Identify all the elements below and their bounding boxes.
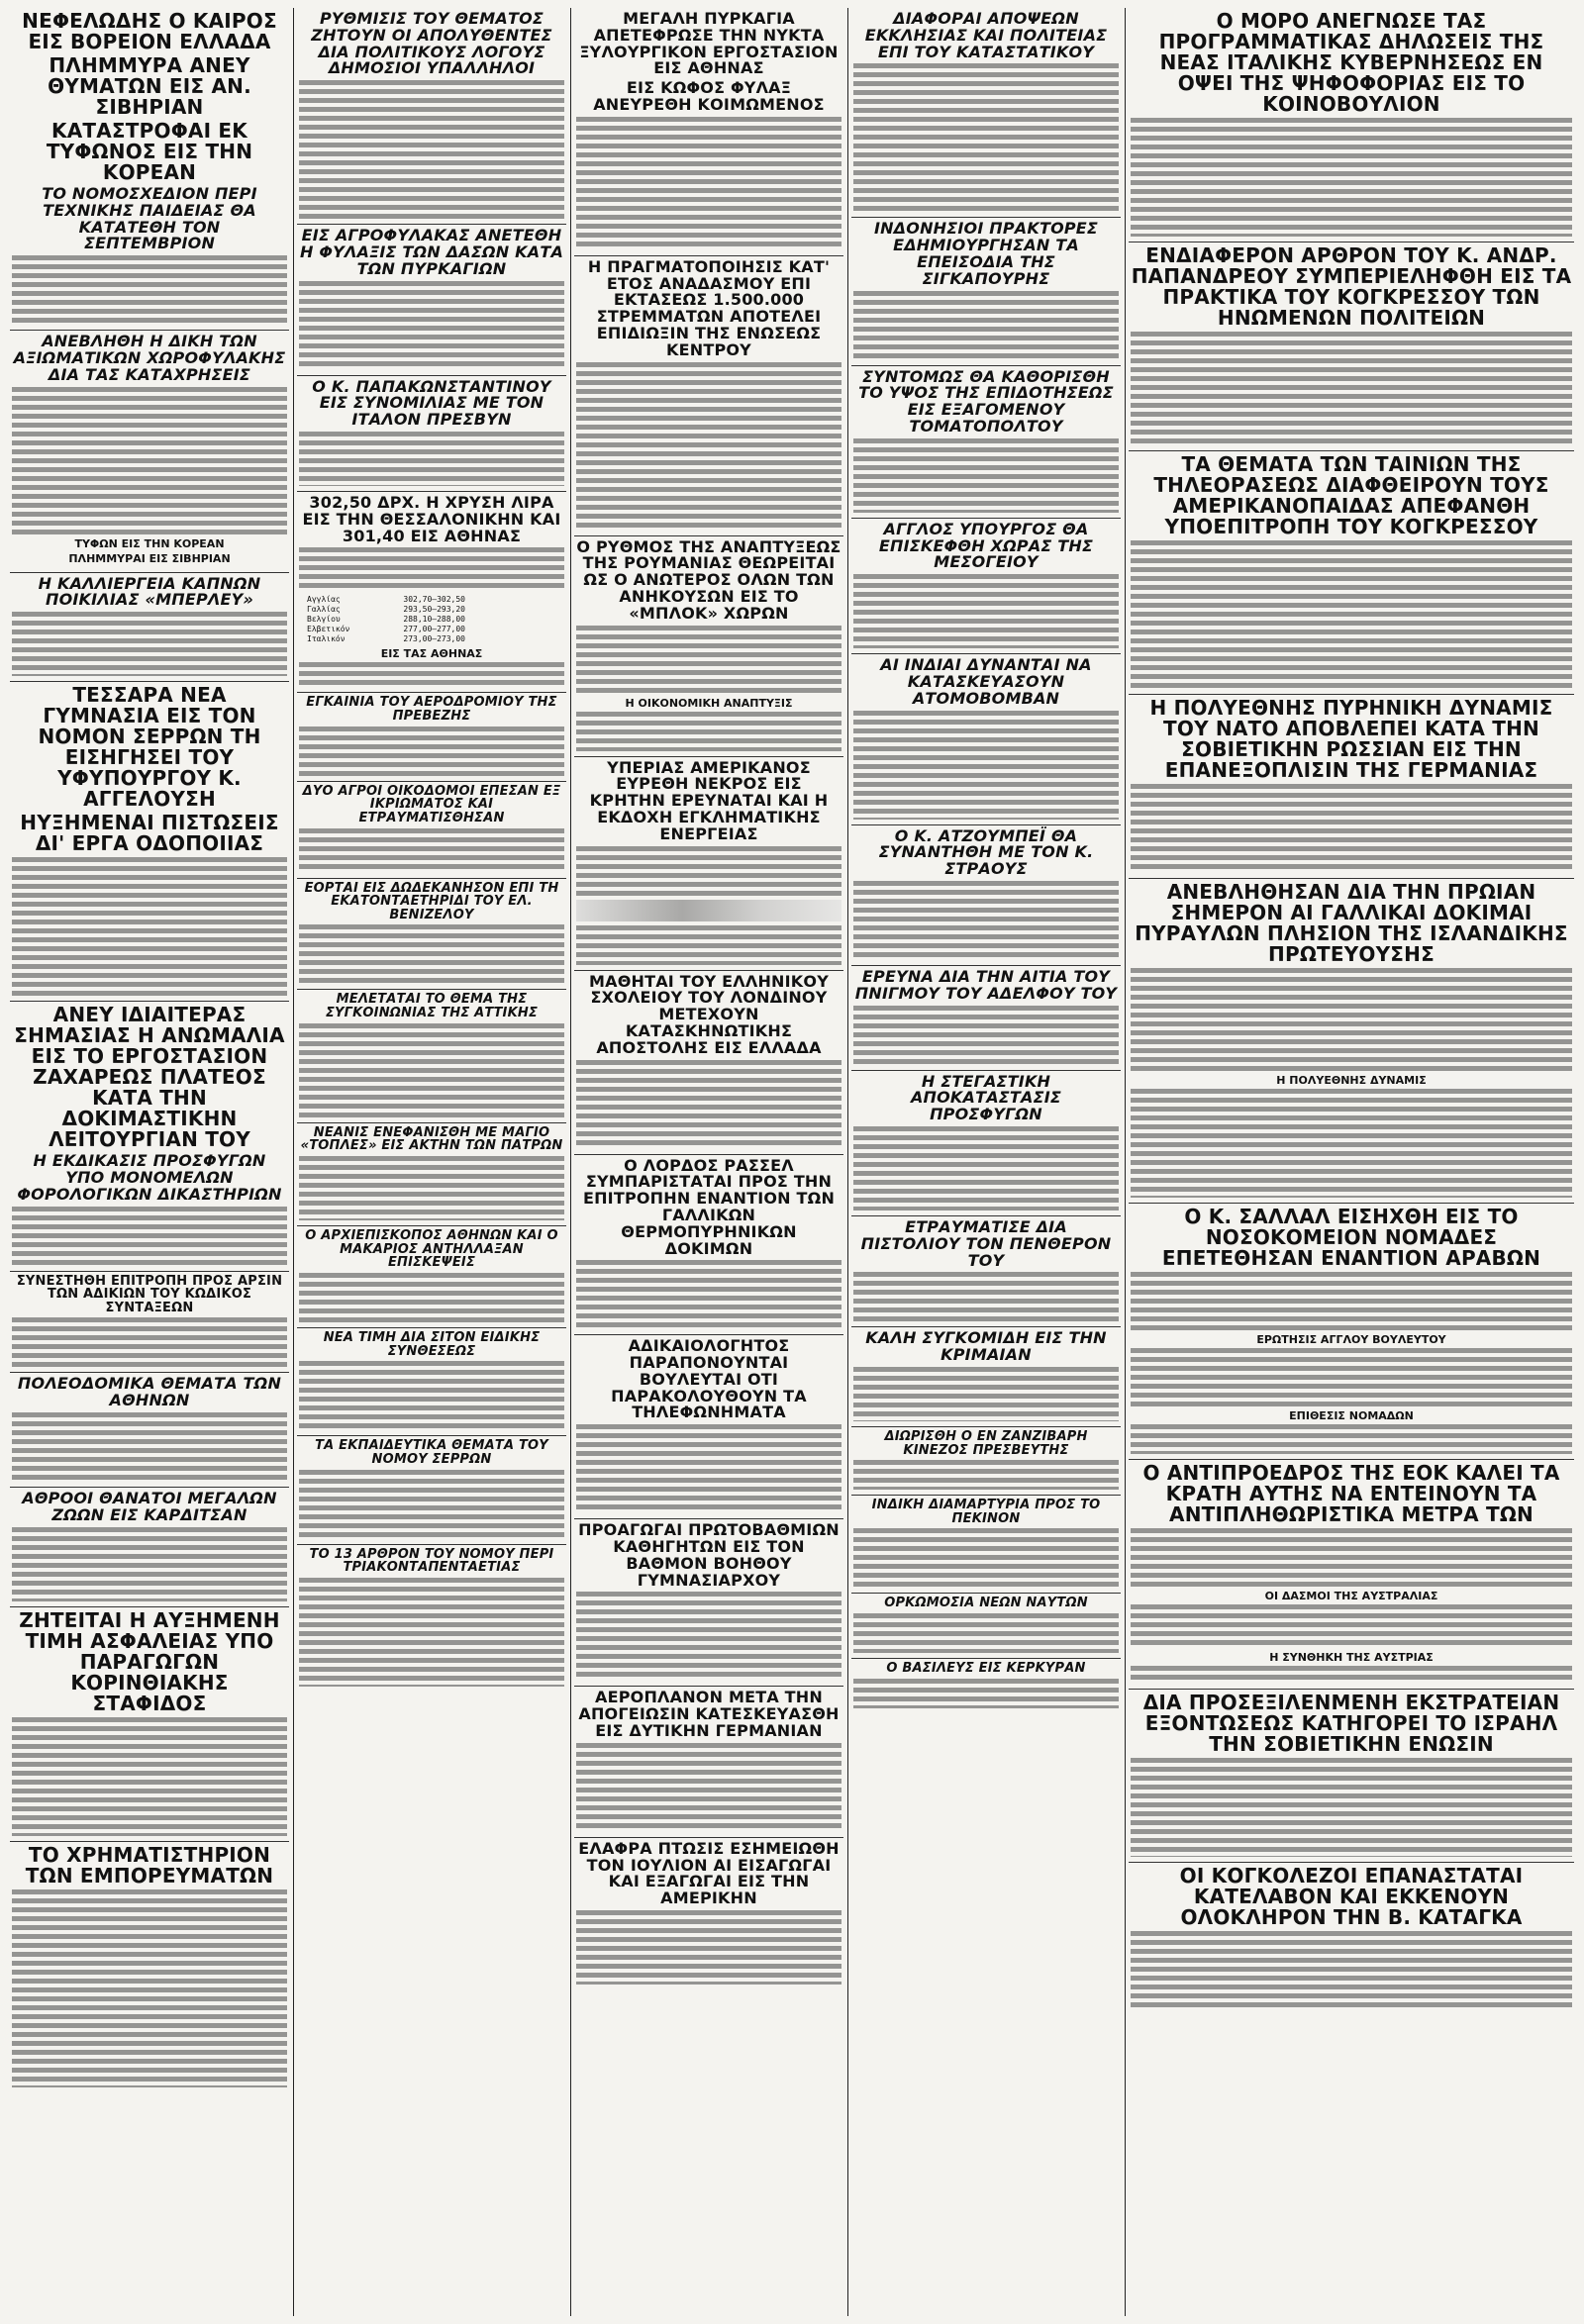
article-sygkomidi: [851, 1327, 1121, 1427]
subheading: ΤΥΦΩΝ ΕΙΣ ΤΗΝ ΚΟΡΕΑΝ: [74, 536, 225, 550]
body-text: [1131, 1758, 1572, 1857]
article-sitos: [297, 1328, 566, 1436]
headline: ΖΗΤΕΙΤΑΙ Η ΑΥΞΗΜΕΝΗ ΤΙΜΗ ΑΣΦΑΛΕΙΑΣ ΥΠΟ ΠΑΡΑΓΩΓΩΝ ΚΟΡΙΝΘΙΑΚΗΣ ΣΤΑΦΙΔΟΣ: [19, 1607, 280, 1715]
article-agrofylakes: [297, 225, 566, 375]
headline: ΕΙΣ ΚΩΦΟΣ ΦΥΛΑΞ ΑΝΕΥΡΕΘΗ ΚΟΙΜΩΜΕΝΟΣ: [593, 78, 825, 114]
article-zanzivar: [851, 1427, 1121, 1496]
headline: ΙΝΔΙΚΗ ΔΙΑΜΑΡΤΥΡΙΑ ΠΡΟΣ ΤΟ ΠΕΚΙΝΟΝ: [871, 1498, 1101, 1526]
article-pyrauloi: [1129, 879, 1574, 1204]
article-eok: [1129, 1460, 1574, 1690]
body-text: [1131, 1528, 1572, 1588]
article-diamartyria: [851, 1496, 1121, 1594]
subheading: Η ΟΙΚΟΝΟΜΙΚΗ ΑΝΑΠΤΥΞΙΣ: [625, 696, 793, 710]
headline: Ο Κ. ΣΑΛΛΑΛ ΕΙΣΗΧΘΗ ΕΙΣ ΤΟ ΝΟΣΟΚΟΜΕΙΟΝ ΝΟΜΑΔΕΣ ΕΠΕΤΕΘΗΣΑΝ ΕΝΑΝΤΙΟΝ ΑΡΑΒΩΝ: [1161, 1205, 1541, 1270]
body-text: [853, 63, 1119, 212]
column-4: [851, 8, 1121, 2316]
body-text: [853, 881, 1119, 960]
article-anomalia: [10, 1002, 289, 1271]
body-text: [853, 1528, 1119, 1588]
article-israil: [1129, 1690, 1574, 1863]
headline: ΤΟ ΧΡΗΜΑΤΙΣΤΗΡΙΟΝ ΤΩΝ ΕΜΠΟΡΕΥΜΑΤΩΝ: [25, 1842, 274, 1888]
headline: ΤΑ ΕΚΠΑΙΔΕΥΤΙΚΑ ΘΕΜΑΤΑ ΤΟΥ ΝΟΜΟΥ ΣΕΡΡΩΝ: [315, 1438, 548, 1467]
body-text: [576, 1592, 842, 1681]
subheading: ΟΙ ΔΑΣΜΟΙ ΤΗΣ ΑΥΣΤΡΑΛΙΑΣ: [1264, 1590, 1438, 1602]
body-text: [12, 1207, 287, 1266]
body-text: [12, 255, 287, 325]
column-2: [297, 8, 566, 2316]
headline: ΑΘΡΟΟΙ ΘΑΝΑΤΟΙ ΜΕΓΑΛΩΝ ΖΩΩΝ ΕΙΣ ΚΑΡΔΙΤΣΑΝ: [22, 1489, 277, 1524]
body-text: [1131, 118, 1572, 237]
article-dikh: [10, 331, 289, 572]
headline: Ο Κ. ΑΤΖΟΥΜΠΕΪ ΘΑ ΣΥΝΑΝΤΗΘΗ ΜΕ ΤΟΝ Κ. ΣΤΡΑΟΥΣ: [878, 825, 1094, 879]
body-text: [12, 1412, 287, 1482]
body-text: [299, 726, 564, 776]
body-text: [853, 1367, 1119, 1421]
body-text: [576, 117, 842, 250]
body-text: [576, 1060, 842, 1149]
article-dodekanisos: [297, 879, 566, 991]
headline: ΑΙ ΙΝΔΙΑΙ ΔΥΝΑΝΤΑΙ ΝΑ ΚΑΤΑΣΚΕΥΑΣΟΥΝ ΑΤΟΜΟΒΟΜΒΑΝ: [880, 655, 1092, 708]
headline: Η ΠΡΑΓΜΑΤΟΠΟΙΗΣΙΣ ΚΑΤ' ΕΤΟΣ ΑΝΑΔΑΣΜΟΥ ΕΠΙ ΕΚΤΑΣΕΩΣ 1.500.000 ΣΤΡΕΜΜΑΤΩΝ ΑΠΟΤΕΛΕΙ ΕΠΙΔΙΩΞΙΝ ΤΗΣ ΕΝΩΣΕΩΣ ΚΕΝΤΡΟΥ: [587, 256, 831, 359]
body-text: [299, 432, 564, 486]
body-text: [853, 1006, 1119, 1065]
article-anadasmos: [574, 256, 843, 536]
article-kriti: [574, 757, 843, 971]
price-row: Βελγίου 288,10—288,00: [307, 615, 465, 625]
body-text: [299, 80, 564, 219]
headline: ΔΙΩΡΙΣΘΗ Ο ΕΝ ΖΑΝΖΙΒΑΡΗ ΚΙΝΕΖΟΣ ΠΡΕΣΒΕΥΤΗΣ: [884, 1428, 1088, 1458]
price-row: Ιταλικόν 273,00—273,00: [307, 634, 465, 644]
headline: ΔΙΑΦΟΡΑΙ ΑΠΟΨΕΩΝ ΕΚΚΛΗΣΙΑΣ ΚΑΙ ΠΟΛΙΤΕΙΑΣ ΕΠΙ ΤΟΥ ΚΑΤΑΣΤΑΤΙΚΟΥ: [864, 9, 1108, 61]
body-text: [299, 1023, 564, 1117]
body-text: [576, 925, 842, 965]
newspaper-page: [10, 8, 1574, 2316]
headline: ΝΕΦΕΛΩΔΗΣ Ο ΚΑΙΡΟΣ ΕΙΣ ΒΟΡΕΙΟΝ ΕΛΛΑΔΑ: [22, 9, 277, 53]
headline: ΕΙΣ ΑΓΡΟΦΥΛΑΚΑΣ ΑΝΕΤΕΘΗ Η ΦΥΛΑΞΙΣ ΤΩΝ ΔΑΣΩΝ ΚΑΤΑ ΤΩΝ ΠΥΡΚΑΓΙΩΝ: [299, 226, 564, 278]
headline: ΚΑΤΑΣΤΡΟΦΑΙ ΕΚ ΤΥΦΩΝΟΣ ΕΙΣ ΤΗΝ ΚΟΡΕΑΝ: [46, 119, 253, 184]
column-1: [10, 8, 289, 2316]
article-epitropi: [10, 1272, 289, 1374]
article-tomatopolton: [851, 366, 1121, 519]
body-text: [853, 438, 1119, 513]
article-ptosi: [574, 1838, 843, 1989]
headline: ΔΙΑ ΠΡΟΣΕΞΙΛΕΝΜΕΝΗ ΕΚΣΤΡΑΤΕΙΑΝ ΕΞΟΝΤΩΣΕΩΣ ΚΑΤΗΓΟΡΕΙ ΤΟ ΙΣΡΑΗΛ ΤΗΝ ΣΟΒΙΕΤΙΚΗΝ ΕΝΩΣΙΝ: [1142, 1691, 1560, 1756]
body-text: [576, 1910, 842, 1985]
article-moro: [1129, 8, 1574, 242]
article-vouleftes: [574, 1335, 843, 1519]
article-straous: [851, 825, 1121, 966]
article-tainiai: [1129, 451, 1574, 695]
article-weather: [10, 8, 289, 331]
headline: ΕΓΚΑΙΝΙΑ ΤΟΥ ΑΕΡΟΔΡΟΜΙΟΥ ΤΗΣ ΠΡΕΒΕΖΗΣ: [306, 695, 557, 724]
column-3: [574, 8, 843, 2316]
body-text: [12, 1717, 287, 1836]
article-pyrkagia: [574, 8, 843, 256]
article-mathitai: [574, 971, 843, 1155]
article-synkoinonia: [297, 990, 566, 1122]
article-trayma: [851, 1216, 1121, 1327]
headline: ΠΡΟΑΓΩΓΑΙ ΠΡΩΤΟΒΑΘΜΙΩΝ ΚΑΘΗΓΗΤΩΝ ΕΙΣ ΤΟΝ ΒΑΘΜΟΝ ΒΟΗΘΟΥ ΓΥΜΝΑΣΙΑΡΧΟΥ: [578, 1520, 840, 1590]
article-indiai: [851, 654, 1121, 824]
headline: ΡΥΘΜΙΣΙΣ ΤΟΥ ΘΕΜΑΤΟΣ ΖΗΤΟΥΝ ΟΙ ΑΠΟΛΥΘΕΝΤΕΣ ΔΙΑ ΠΟΛΙΤΙΚΟΥΣ ΛΟΓΟΥΣ ΔΗΜΟΣΙΟΙ ΥΠΑΛΛΗΛΟΙ: [311, 9, 552, 78]
headline: ΕΝΔΙΑΦΕΡΟΝ ΑΡΘΡΟΝ ΤΟΥ Κ. ΑΝΔΡ. ΠΑΠΑΝΔΡΕΟΥ ΣΥΜΠΕΡΙΕΛΗΦΘΗ ΕΙΣ ΤΑ ΠΡΑΚΤΙΚΑ ΤΟΥ ΚΟΓΚΡΕΣΣΟΥ ΤΩΝ ΗΝΩΜΕΝΩΝ ΠΟΛΙΤΕΙΩΝ: [1131, 243, 1572, 330]
headline: ΝΕΑ ΤΙΜΗ ΔΙΑ ΣΙΤΟΝ ΕΙΔΙΚΗΣ ΣΥΝΘΕΣΕΩΣ: [323, 1329, 541, 1359]
body-text: [576, 362, 842, 531]
headline: ΚΑΛΗ ΣΥΓΚΟΜΙΔΗ ΕΙΣ ΤΗΝ ΚΡΙΜΑΙΑΝ: [865, 1328, 1107, 1365]
headline: Ο ΑΡΧΙΕΠΙΣΚΟΠΟΣ ΑΘΗΝΩΝ ΚΑΙ Ο ΜΑΚΑΡΙΟΣ ΑΝΤΗΛΛΑΞΑΝ ΕΠΙΣΚΕΨΕΙΣ: [305, 1228, 558, 1271]
body-text: [853, 1679, 1119, 1708]
headline: ΑΝΕΒΛΗΘΗ Η ΔΙΚΗ ΤΩΝ ΑΞΙΩΜΑΤΙΚΩΝ ΧΩΡΟΦΥΛΑΚΗΣ ΔΙΑ ΤΑΣ ΚΑΤΑΧΡΗΣΕΙΣ: [13, 332, 286, 384]
headline: ΑΝΕΒΛΗΘΗΣΑΝ ΔΙΑ ΤΗΝ ΠΡΩΙΑΝ ΣΗΜΕΡΟΝ ΑΙ ΓΑΛΛΙΚΑΙ ΔΟΚΙΜΑΙ ΠΥΡΑΥΛΩΝ ΠΛΗΣΙΟΝ ΤΗΣ ΙΣΛΑΝΔΙΚΗΣ ΠΡΩΤΕΥΟΥΣΗΣ: [1135, 880, 1568, 966]
body-text: [299, 828, 564, 873]
body-text: [853, 1126, 1119, 1210]
article-aerodromio: [297, 693, 566, 781]
article-ekpaideft: [297, 1436, 566, 1544]
headline: Ο ΜΟΡΟ ΑΝΕΓΝΩΣΕ ΤΑΣ ΠΡΟΓΡΑΜΜΑΤΙΚΑΣ ΔΗΛΩΣΕΙΣ ΤΗΣ ΝΕΑΣ ΙΤΑΛΙΚΗΣ ΚΥΒΕΡΝΗΣΕΩΣ ΕΝ ΟΨΕΙ ΤΗΣ ΨΗΦΟΦΟΡΙΑΣ ΕΙΣ ΤΟ ΚΟΙΝΟΒΟΥΛΙΟΝ: [1158, 9, 1544, 116]
body-text: [299, 924, 564, 984]
column-5: [1129, 8, 1574, 2316]
body-text: [1131, 1272, 1572, 1331]
headline: ΤΑ ΘΕΜΑΤΑ ΤΩΝ ΤΑΙΝΙΩΝ ΤΗΣ ΤΗΛΕΟΡΑΣΕΩΣ ΔΙΑΦΘΕΙΡΟΥΝ ΤΟΥΣ ΑΜΕΡΙΚΑΝΟΠΑΙΔΑΣ ΑΠΕΦΑΝΘΗ ΥΠΟΕΠΙΤΡΟΠΗ ΤΟΥ ΚΟΓΚΡΕΣΣΟΥ: [1153, 452, 1549, 538]
article-papakonst: [297, 376, 566, 492]
subheading: ΕΡΩΤΗΣΙΣ ΑΓΓΛΟΥ ΒΟΥΛΕΥΤΟΥ: [1256, 1333, 1446, 1346]
article-pnigmos: [851, 966, 1121, 1071]
headline: Ο Κ. ΠΑΠΑΚΩΝΣΤΑΝΤΙΝΟΥ ΕΙΣ ΣΥΝΟΜΙΛΙΑΣ ΜΕ ΤΟΝ ΙΤΑΛΟΝ ΠΡΕΣΒΥΝ: [312, 376, 551, 430]
headline: ΑΕΡΟΠΛΑΝΟΝ ΜΕΤΑ ΤΗΝ ΑΠΟΓΕΙΩΣΙΝ ΚΑΤΕΣΚΕΥΑΣΘΗ ΕΙΣ ΔΥΤΙΚΗΝ ΓΕΡΜΑΝΙΑΝ: [578, 1688, 840, 1741]
column-rule: [1125, 8, 1126, 2316]
headline: ΕΟΡΤΑΙ ΕΙΣ ΔΩΔΕΚΑΝΗΣΟΝ ΕΠΙ ΤΗ ΕΚΑΤΟΝΤΑΕΤΗΡΙΔΙ ΤΟΥ ΕΛ. ΒΕΝΙΖΕΛΟΥ: [304, 880, 559, 922]
subheading: Η ΣΥΝΘΗΚΗ ΤΗΣ ΑΥΣΤΡΙΑΣ: [1269, 1651, 1434, 1664]
body-text: [299, 547, 564, 592]
body-text: [576, 626, 842, 695]
body-text: [12, 857, 287, 996]
body-text: [12, 1317, 287, 1367]
article-kapnon: [10, 573, 289, 683]
article-papandreou: [1129, 242, 1574, 451]
body-text: [299, 1578, 564, 1687]
article-aeroplano: [574, 1687, 843, 1837]
body-text: [12, 387, 287, 535]
headline: Ο ΛΟΡΔΟΣ ΡΑΣΣΕΛ ΣΥΜΠΑΡΙΣΤΑΤΑΙ ΠΡΟΣ ΤΗΝ ΕΠΙΤΡΟΠΗΝ ΕΝΑΝΤΙΟΝ ΤΩΝ ΓΑΛΛΙΚΩΝ ΘΕΡΜΟΠΥΡΗΝΙΚΩΝ ΔΟΚΙΜΩΝ: [582, 1155, 836, 1258]
article-rassel: [574, 1155, 843, 1336]
price-row: Αγγλίας 302,70—302,50: [307, 595, 465, 605]
price-row: Γαλλίας 293,50—293,20: [307, 605, 465, 615]
article-kathigites: [574, 1519, 843, 1687]
subheading: Η ΠΟΛΥΕΘΝΗΣ ΔΥΝΑΜΙΣ: [1276, 1074, 1427, 1087]
headline: Ο ΡΥΘΜΟΣ ΤΗΣ ΑΝΑΠΤΥΞΕΩΣ ΤΗΣ ΡΟΥΜΑΝΙΑΣ ΘΕΩΡΕΙΤΑΙ ΩΣ Ο ΑΝΩΤΕΡΟΣ ΟΛΩΝ ΤΩΝ ΑΝΗΚΟΥΣΩΝ ΕΙΣ ΤΟ «ΜΠΛΟΚ» ΧΩΡΩΝ: [576, 536, 842, 623]
body-text: [576, 846, 842, 896]
headline: ΗΥΞΗΜΕΝΑΙ ΠΙΣΤΩΣΕΙΣ ΔΙ' ΕΡΓΑ ΟΔΟΠΟΙΙΑΣ: [20, 811, 279, 856]
headline: ΝΕΑΝΙΣ ΕΝΕΦΑΝΙΣΘΗ ΜΕ ΜΑΓΙΟ «ΤΟΠΛΕΣ» ΕΙΣ ΑΚΤΗΝ ΤΩΝ ΠΑΤΡΩΝ: [300, 1124, 563, 1154]
body-text: [576, 1260, 842, 1329]
body-text: [853, 1272, 1119, 1321]
headline: Η ΚΑΛΛΙΕΡΓΕΙΑ ΚΑΠΝΩΝ ΠΟΙΚΙΛΙΑΣ «ΜΠΕΡΛΕΥ»: [38, 573, 261, 610]
body-text: [853, 1460, 1119, 1490]
body-text: [12, 1527, 287, 1601]
headline: Η ΕΚΔΙΚΑΣΙΣ ΠΡΟΣΦΥΓΩΝ ΥΠΟ ΜΟΝΟΜΕΛΩΝ ΦΟΡΟΛΟΓΙΚΩΝ ΔΙΚΑΣΤΗΡΙΩΝ: [17, 1151, 282, 1204]
body-text: [1131, 1931, 1572, 2010]
article-stafides: [10, 1607, 289, 1842]
column-rule: [847, 8, 848, 2316]
article-pyriniki: [1129, 695, 1574, 879]
headline: ΜΕΓΑΛΗ ΠΥΡΚΑΓΙΑ ΑΠΕΤΕΦΡΩΣΕ ΤΗΝ ΝΥΚΤΑ ΞΥΛΟΥΡΓΙΚΟΝ ΕΡΓΟΣΤΑΣΙΟΝ ΕΙΣ ΑΘΗΝΑΣ: [579, 9, 839, 78]
body-text: [853, 291, 1119, 360]
headline: ΕΤΡΑΥΜΑΤΙΣΕ ΔΙΑ ΠΙΣΤΟΛΙΟΥ ΤΟΝ ΠΕΝΘΕΡΟΝ ΤΟΥ: [860, 1216, 1112, 1270]
headline: ΣΥΝΤΟΜΩΣ ΘΑ ΚΑΘΟΡΙΣΘΗ ΤΟ ΥΨΟΣ ΤΗΣ ΕΠΙΔΟΤΗΣΕΩΣ ΕΙΣ ΕΞΑΓΟΜΕΝΟΥ ΤΟΜΑΤΟΠΟΛΤΟΥ: [858, 366, 1114, 436]
headline: ΣΥΝΕΣΤΗΘΗ ΕΠΙΤΡΟΠΗ ΠΡΟΣ ΑΡΣΙΝ ΤΩΝ ΑΔΙΚΙΩΝ ΤΟΥ ΚΩΔΙΚΟΣ ΣΥΝΤΑΞΕΩΝ: [16, 1273, 283, 1315]
body-text: [853, 711, 1119, 820]
body-text: [1131, 1666, 1572, 1684]
article-salal: [1129, 1204, 1574, 1460]
headline: ΤΕΣΣΑΡΑ ΝΕΑ ΓΥΜΝΑΣΙΑ ΕΙΣ ΤΟΝ ΝΟΜΟΝ ΣΕΡΡΩΝ ΤΗ ΕΙΣΗΓΗΣΕΙ ΤΟΥ ΥΦΥΠΟΥΡΓΟΥ Κ. ΑΓΓΕΛΟΥΣΗ: [38, 683, 261, 812]
body-text: [576, 1424, 842, 1513]
body-text: [1131, 784, 1572, 873]
body-text: [299, 662, 564, 687]
body-text: [1131, 968, 1572, 1072]
body-text: [299, 281, 564, 370]
article-arxiepisk: [297, 1226, 566, 1328]
headline: Η ΠΟΛΥΕΘΝΗΣ ΠΥΡΗΝΙΚΗ ΔΥΝΑΜΙΣ ΤΟΥ ΝΑΤΟ ΑΠΟΒΛΕΠΕΙ ΚΑΤΑ ΤΗΝ ΣΟΒΙΕΤΙΚΗΝ ΡΩΣΣΙΑΝ ΕΙΣ ΤΗΝ ΕΠΑΝΕΞΟΠΛΙΣΙΝ ΤΗΣ ΓΕΡΜΑΝΙΑΣ: [1149, 696, 1553, 782]
body-text: [299, 1273, 564, 1322]
gold-price-table: [307, 595, 564, 644]
body-text: [299, 1156, 564, 1220]
subheading: ΕΙΣ ΤΑΣ ΑΘΗΝΑΣ: [380, 647, 483, 661]
column-rule: [570, 8, 571, 2316]
headline: Η ΣΤΕΓΑΣΤΙΚΗ ΑΠΟΚΑΤΑΣΤΑΣΙΣ ΠΡΟΣΦΥΓΩΝ: [910, 1071, 1062, 1124]
headline: ΙΝΔΟΝΗΣΙΟΙ ΠΡΑΚΤΟΡΕΣ ΕΔΗΜΙΟΥΡΓΗΣΑΝ ΤΑ ΕΠΕΙΣΟΔΙΑ ΤΗΣ ΣΙΓΚΑΠΟΥΡΗΣ: [873, 219, 1099, 288]
article-naytes: [851, 1594, 1121, 1659]
headline: ΤΟ ΝΟΜΟΣΧΕΔΙΟΝ ΠΕΡΙ ΤΕΧΝΙΚΗΣ ΠΑΙΔΕΙΑΣ ΘΑ ΚΑΤΑΤΕΘΗ ΤΟΝ ΣΕΠΤΕΜΒΡΙΟΝ: [42, 184, 257, 253]
body-text: [1131, 1089, 1572, 1198]
headline: ΜΕΛΕΤΑΤΑΙ ΤΟ ΘΕΜΑ ΤΗΣ ΣΥΓΚΟΙΝΩΝΙΑΣ ΤΗΣ ΑΤΤΙΚΗΣ: [325, 992, 539, 1021]
headline: ΠΛΗΜΜΥΡΑ ΑΝΕΥ ΘΥΜΑΤΩΝ ΕΙΣ ΑΝ. ΣΙΒΗΡΙΑΝ: [48, 53, 251, 119]
article-katagka: [1129, 1863, 1574, 2015]
article-gymnasia: [10, 682, 289, 1002]
body-text: [853, 574, 1119, 648]
article-stegasi: [851, 1071, 1121, 1216]
article-diafora: [851, 8, 1121, 218]
column-rule: [293, 8, 294, 2316]
body-text: [1131, 1348, 1572, 1407]
headline: ΑΓΓΛΟΣ ΥΠΟΥΡΓΟΣ ΘΑ ΕΠΙΣΚΕΦΘΗ ΧΩΡΑΣ ΤΗΣ ΜΕΣΟΓΕΙΟΥ: [878, 519, 1094, 572]
body-text: [12, 1889, 287, 2087]
body-text: [1131, 540, 1572, 689]
headline: ΠΟΛΕΟΔΟΜΙΚΑ ΘΕΜΑΤΑ ΤΩΝ ΑΘΗΝΩΝ: [17, 1374, 282, 1410]
article-lira: [297, 492, 566, 693]
body-text: [576, 712, 842, 751]
headline: ΜΑΘΗΤΑΙ ΤΟΥ ΕΛΛΗΝΙΚΟΥ ΣΧΟΛΕΙΟΥ ΤΟΥ ΛΟΝΔΙΝΟΥ ΜΕΤΕΧΟΥΝ ΚΑΤΑΣΚΗΝΩΤΙΚΗΣ ΑΠΟΣΤΟΛΗΣ ΕΙΣ ΕΛΛΑΔΑ: [588, 971, 829, 1057]
headline: 302,50 ΔΡΧ. Η ΧΡΥΣΗ ΛΙΡΑ ΕΙΣ ΤΗΝ ΘΕΣΣΑΛΟΝΙΚΗΝ ΚΑΙ 301,40 ΕΙΣ ΑΘΗΝΑΣ: [302, 492, 561, 545]
article-indonisioi: [851, 218, 1121, 365]
body-text: [1131, 332, 1572, 445]
headline: ΕΛΑΦΡΑ ΠΤΩΣΙΣ ΕΣΗΜΕΙΩΘΗ ΤΟΝ ΙΟΥΛΙΟΝ ΑΙ ΕΙΣΑΓΩΓΑΙ ΚΑΙ ΕΞΑΓΩΓΑΙ ΕΙΣ ΤΗΝ ΑΜΕΡΙΚΗΝ: [578, 1838, 840, 1908]
article-oikopeda: [297, 782, 566, 879]
body-text: [12, 612, 287, 676]
article-xrimatist: [10, 1842, 289, 2092]
headline: ΟΡΚΩΜΟΣΙΑ ΝΕΩΝ ΝΑΥΤΩΝ: [884, 1596, 1088, 1611]
article-athrooi: [10, 1488, 289, 1607]
headline: ΕΡΕΥΝΑ ΔΙΑ ΤΗΝ ΑΙΤΙΑ ΤΟΥ ΠΝΙΓΜΟΥ ΤΟΥ ΑΔΕΛΦΟΥ ΤΟΥ: [854, 966, 1118, 1003]
headline: ΑΔΙΚΑΙΟΛΟΓΗΤΟΣ ΠΑΡΑΠΟΝΟΥΝΤΑΙ ΒΟΥΛΕΥΤΑΙ ΟΤΙ ΠΑΡΑΚΟΛΟΥΘΟΥΝ ΤΑ ΤΗΛΕΦΩΝΗΜΑΤΑ: [611, 1336, 807, 1422]
headline: Ο ΒΑΣΙΛΕΥΣ ΕΙΣ ΚΕΡΚΥΡΑΝ: [886, 1661, 1086, 1677]
body-text: [576, 1743, 842, 1832]
headline: Ο ΑΝΤΙΠΡΟΕΔΡΟΣ ΤΗΣ ΕΟΚ ΚΑΛΕΙ ΤΑ ΚΡΑΤΗ ΑΥΤΗΣ ΝΑ ΕΝΤΕΙΝΟΥΝ ΤΑ ΑΝΤΙΠΛΗΘΩΡΙΣΤΙΚΑ ΜΕΤΡΑ ΤΩΝ: [1142, 1461, 1560, 1526]
body-text: [1131, 1604, 1572, 1649]
print-smudge: [576, 900, 842, 921]
article-neanis: [297, 1123, 566, 1226]
subheading: ΕΠΙΘΕΣΙΣ ΝΟΜΑΔΩΝ: [1289, 1409, 1414, 1422]
subheading: ΠΛΗΜΜΥΡΑΙ ΕΙΣ ΣΙΒΗΡΙΑΝ: [68, 551, 231, 565]
body-text: [299, 1470, 564, 1539]
body-text: [853, 1613, 1119, 1653]
headline: ΤΟ 13 ΑΡΘΡΟΝ ΤΟΥ ΝΟΜΟΥ ΠΕΡΙ ΤΡΙΑΚΟΝΤΑΠΕΝΤΑΕΤΙΑΣ: [309, 1546, 554, 1576]
article-roumania: [574, 536, 843, 757]
headline: ΥΠΕΡΙΑΣ ΑΜΕΡΙΚΑΝΟΣ ΕΥΡΕΘΗ ΝΕΚΡΟΣ ΕΙΣ ΚΡΗΤΗΝ ΕΡΕΥΝΑΤΑΙ ΚΑΙ Η ΕΚΔΟΧΗ ΕΓΚΛΗΜΑΤΙΚΗΣ ΕΝΕΡΓΕΙΑΣ: [589, 757, 829, 843]
article-rythmisis: [297, 8, 566, 225]
body-text: [1131, 1424, 1572, 1454]
article-arthron: [297, 1545, 566, 1692]
article-kerkyra: [851, 1659, 1121, 1713]
headline: ΑΝΕΥ ΙΔΙΑΙΤΕΡΑΣ ΣΗΜΑΣΙΑΣ Η ΑΝΩΜΑΛΙΑ ΕΙΣ ΤΟ ΕΡΓΟΣΤΑΣΙΟΝ ΖΑΧΑΡΕΩΣ ΠΛΑΤΕΟΣ ΚΑΤΑ ΤΗΝ ΔΟΚΙΜΑΣΤΙΚΗΝ ΛΕΙΤΟΥΡΓΙΑΝ ΤΟΥ: [14, 1003, 285, 1152]
article-aggelos: [851, 519, 1121, 654]
article-poleod: [10, 1373, 289, 1488]
headline: ΟΙ ΚΟΓΚΟΛΕΖΟΙ ΕΠΑΝΑΣΤΑΤΑΙ ΚΑΤΕΛΑΒΟΝ ΚΑΙ ΕΚΚΕΝΟΥΝ ΟΛΟΚΛΗΡΟΝ ΤΗΝ Β. ΚΑΤΑΓΚΑ: [1179, 1864, 1524, 1929]
price-row: Ελβετικόν 277,00—277,00: [307, 625, 465, 634]
headline: ΔΥΟ ΑΓΡΟΙ ΟΙΚΟΔΟΜΟΙ ΕΠΕΣΑΝ ΕΞ ΙΚΡΙΩΜΑΤΟΣ ΚΑΙ ΕΤΡΑΥΜΑΤΙΣΘΗΣΑΝ: [302, 783, 561, 825]
body-text: [299, 1361, 564, 1430]
